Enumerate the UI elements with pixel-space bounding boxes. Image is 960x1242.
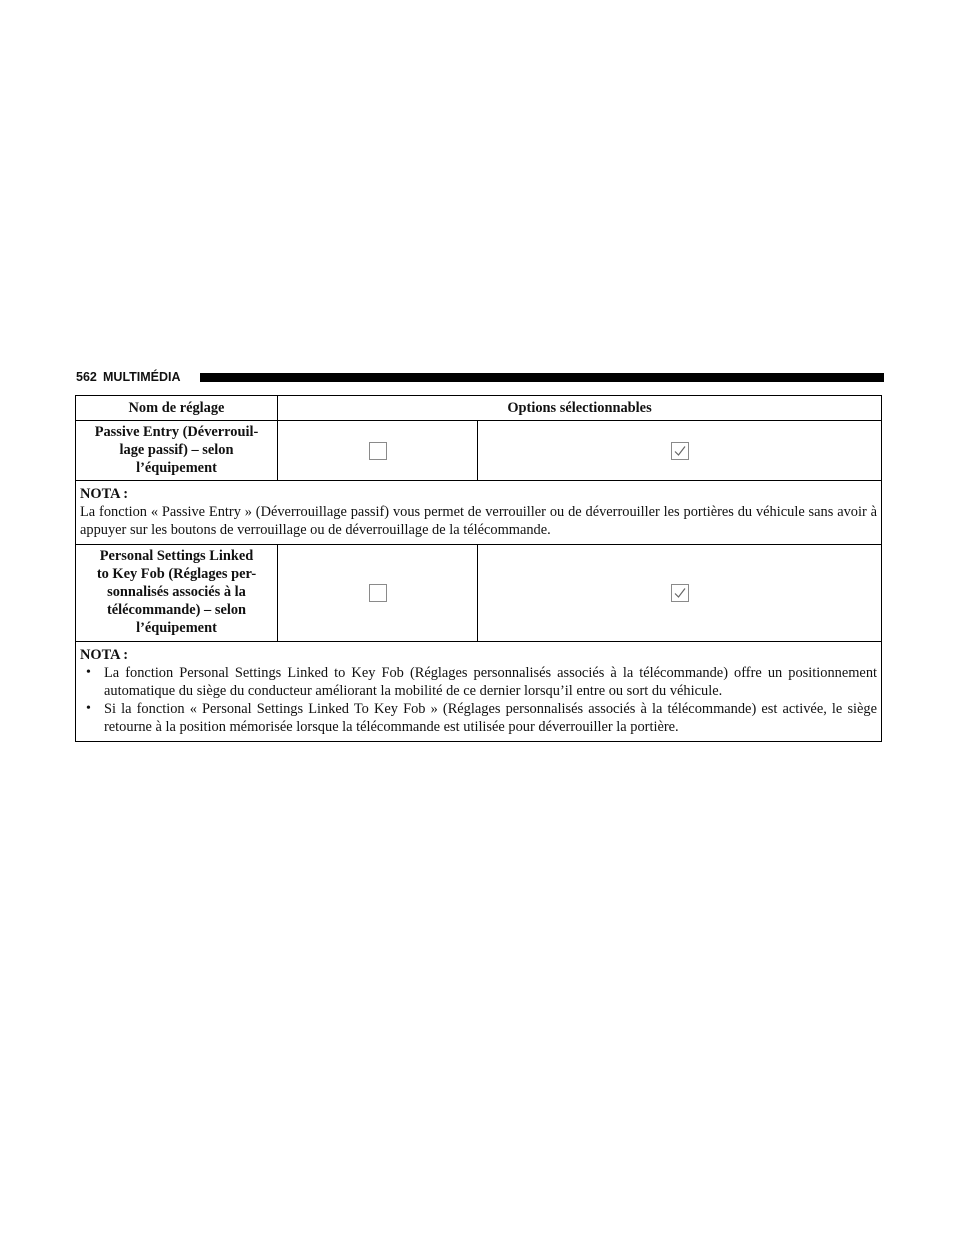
unchecked-box-icon[interactable] (369, 442, 387, 460)
section-title: MULTIMÉDIA (103, 370, 181, 384)
page-header (76, 369, 884, 385)
list-item: • Si la fonction « Personal Settings Linked To Key Fob » (Réglages personnalisés associés à la télécommande) est activée, le siège retourne à la position mémorisée lorsque la télécommande est utilisée pour déverrouiller la portière. (86, 701, 878, 735)
note-bullet-list (80, 664, 877, 736)
note-row (76, 642, 882, 742)
setting-name-personal-settings: Personal Settings Linked to Key Fob (Réglages per- sonnalisés associés à la télécommande) – selon l’équipement (76, 545, 278, 642)
option-on-cell (478, 545, 882, 642)
table-header-row (76, 396, 882, 421)
bullet-icon: • (86, 665, 91, 680)
option-off-cell (278, 545, 478, 642)
note-passive-entry (76, 481, 882, 545)
setting-name-passive-entry: Passive Entry (Déverrouil- lage passif) – selon l’équipement (76, 421, 278, 481)
list-item: • La fonction Personal Settings Linked to Key Fob (Réglages personnalisés associés à la télécommande) offre un positionnement automatique du siège du conducteur améliorant la mobilité de ce dernier lorsqu’il entre ou sort du véhicule. (86, 665, 878, 699)
note-row (76, 481, 882, 545)
option-on-cell (478, 421, 882, 481)
note-personal-settings (76, 642, 882, 742)
checked-box-icon[interactable] (671, 584, 689, 602)
table-row (76, 421, 882, 481)
column-header-options: Options sélectionnables (278, 396, 882, 421)
header-rule (200, 373, 884, 382)
note-title: NOTA : (80, 647, 129, 663)
settings-table (75, 395, 882, 742)
column-header-setting: Nom de réglage (76, 396, 278, 421)
option-off-cell (278, 421, 478, 481)
note-title: NOTA : (80, 486, 129, 502)
unchecked-box-icon[interactable] (369, 584, 387, 602)
table-row (76, 545, 882, 642)
checked-box-icon[interactable] (671, 442, 689, 460)
note-text: La fonction « Passive Entry » (Déverrouillage passif) vous permet de verrouiller ou de déverrouiller les portières du véhicule sans avoir à appuyer sur les boutons de verrouillage ou de déverrouillage de la télécommande. (80, 504, 878, 538)
page-number: 562 (76, 370, 97, 384)
bullet-icon: • (86, 701, 91, 716)
